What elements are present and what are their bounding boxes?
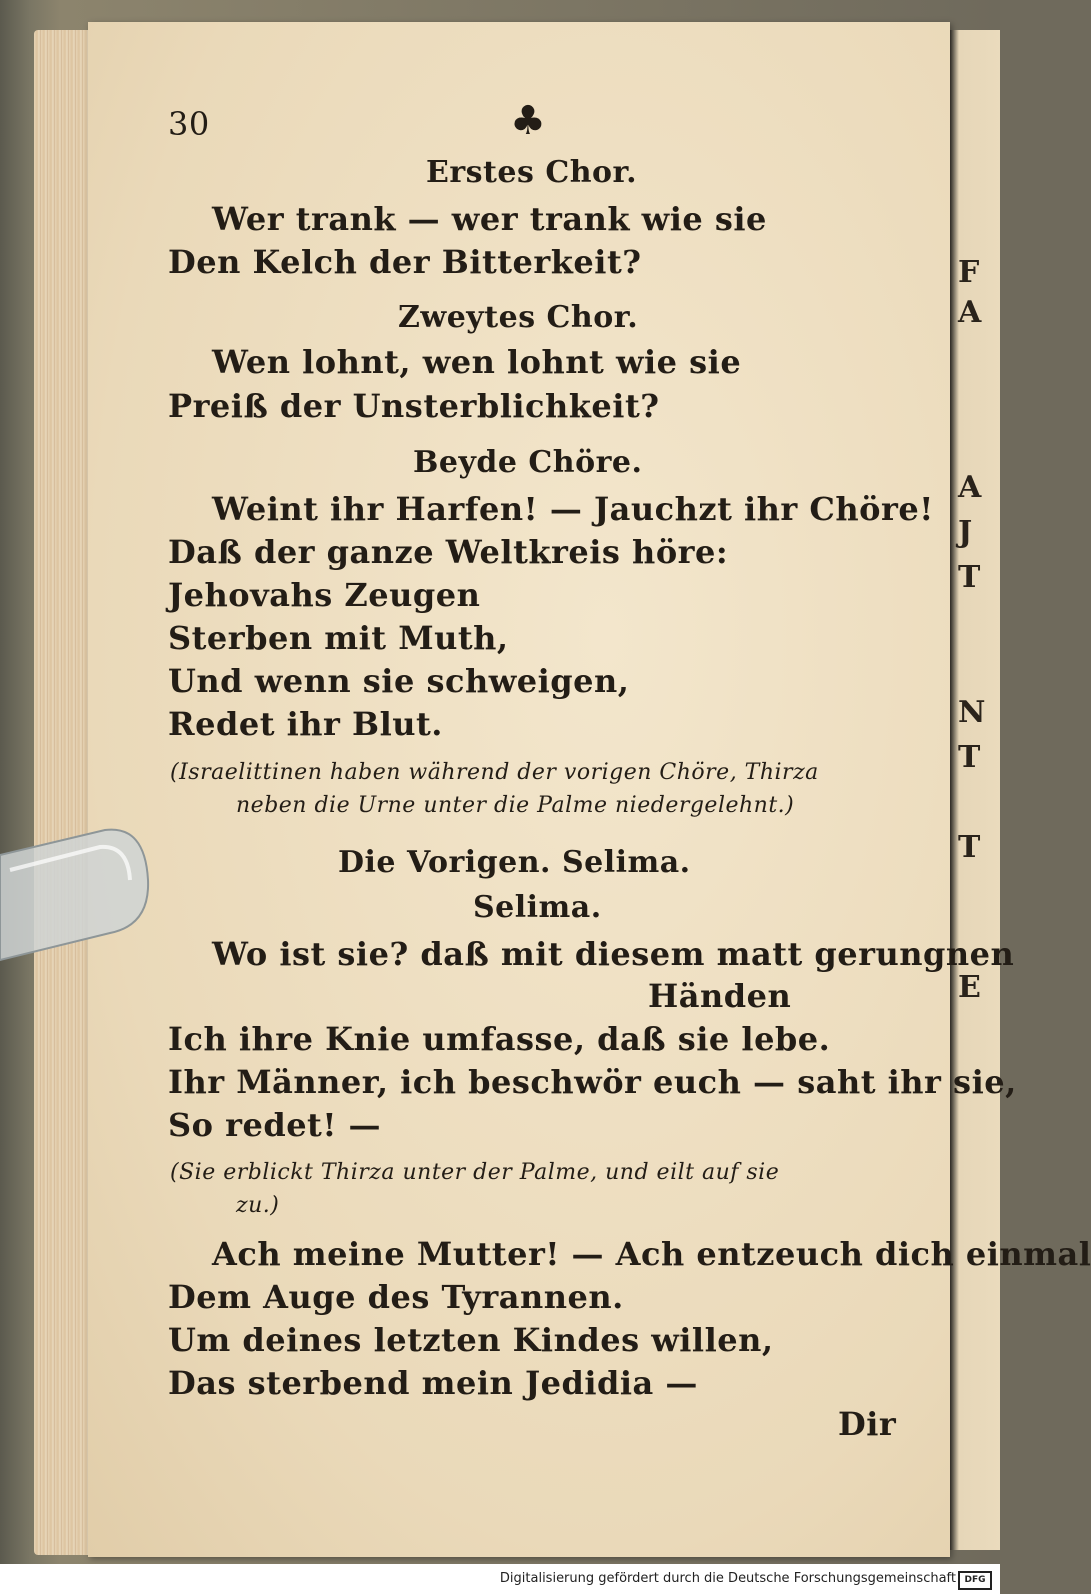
verse-line: Und wenn sie schweigen, bbox=[168, 662, 630, 700]
adjacent-page-fragment: T bbox=[958, 560, 981, 595]
verse-line: Ach meine Mutter! — Ach entzeuch dich einmal bbox=[212, 1235, 1091, 1273]
verse-line: Den Kelch der Bitterkeit? bbox=[168, 243, 642, 281]
page-number: 30 bbox=[168, 105, 210, 143]
verse-line: Wen lohnt, wen lohnt wie sie bbox=[212, 343, 742, 381]
dfg-logo: DFG bbox=[958, 1571, 992, 1590]
ornament-icon: ♣ bbox=[510, 97, 547, 144]
verse-line: Das sterbend mein Jedidia — bbox=[168, 1364, 698, 1402]
stage-direction: (Sie erblickt Thirza unter der Palme, und eilt auf sie bbox=[170, 1160, 780, 1185]
adjacent-page-fragment: N bbox=[958, 695, 986, 730]
footer-credit: Digitalisierung gefördert durch die Deutsche Forschungsgemeinschaft bbox=[499, 1571, 956, 1586]
verse-line: Händen bbox=[648, 977, 792, 1015]
heading: Beyde Chöre. bbox=[413, 445, 643, 480]
verse-line: Redet ihr Blut. bbox=[168, 705, 443, 743]
verse-line: Weint ihr Harfen! — Jauchzt ihr Chöre! bbox=[212, 490, 934, 528]
verse-line: Jehovahs Zeugen bbox=[168, 576, 481, 614]
page-clip bbox=[0, 825, 150, 965]
adjacent-page-fragment: E bbox=[958, 970, 981, 1005]
verse-line: Preiß der Unsterblichkeit? bbox=[168, 387, 660, 425]
verse-line: Dem Auge des Tyrannen. bbox=[168, 1278, 624, 1316]
adjacent-page-fragment: T bbox=[958, 830, 981, 865]
adjacent-page-fragment: A bbox=[958, 295, 982, 330]
catchword: Dir bbox=[838, 1405, 897, 1443]
footer-bar bbox=[0, 1564, 1000, 1594]
heading: Erstes Chor. bbox=[426, 155, 638, 190]
stage-direction: (Israelittinen haben während der vorigen Chöre, Thirza bbox=[170, 760, 819, 785]
verse-line: Wo ist sie? daß mit diesem matt gerungnen bbox=[212, 935, 1015, 973]
adjacent-page-fragment: A bbox=[958, 470, 982, 505]
stage-direction: neben die Urne unter die Palme niedergelehnt.) bbox=[236, 793, 795, 818]
heading: Selima. bbox=[473, 890, 602, 925]
heading: Zweytes Chor. bbox=[398, 300, 639, 335]
heading: Die Vorigen. Selima. bbox=[338, 845, 691, 880]
verse-line: Wer trank — wer trank wie sie bbox=[212, 200, 767, 238]
verse-line: Sterben mit Muth, bbox=[168, 619, 509, 657]
verse-line: So redet! — bbox=[168, 1106, 382, 1144]
verse-line: Ihr Männer, ich beschwör euch — saht ihr sie, bbox=[168, 1063, 1017, 1101]
verse-line: Um deines letzten Kindes willen, bbox=[168, 1321, 774, 1359]
stage-direction: zu.) bbox=[236, 1193, 280, 1218]
adjacent-page-fragment: J bbox=[958, 515, 973, 550]
adjacent-page-fragment: F bbox=[958, 255, 980, 290]
adjacent-page-fragment: T bbox=[958, 740, 981, 775]
verse-line: Daß der ganze Weltkreis höre: bbox=[168, 533, 729, 571]
verse-line: Ich ihre Knie umfasse, daß sie lebe. bbox=[168, 1020, 831, 1058]
